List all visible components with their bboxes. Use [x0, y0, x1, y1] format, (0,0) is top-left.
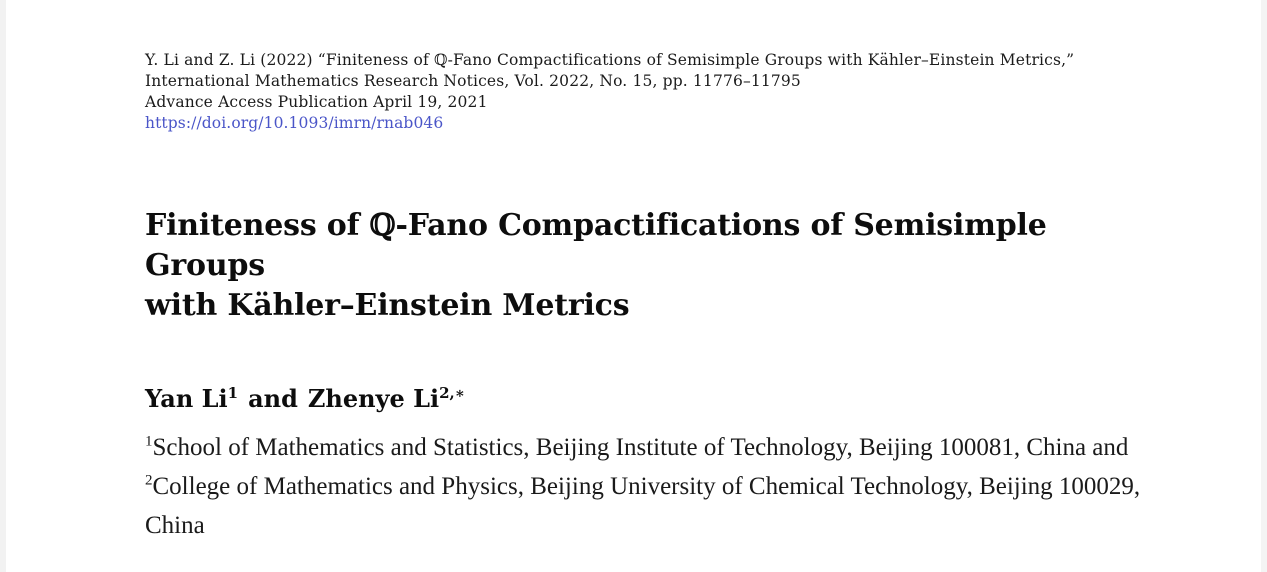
page-left-edge	[0, 0, 6, 572]
title-line-1: Finiteness of ℚ-Fano Compactifications of Semisimple Groups	[145, 208, 1047, 283]
author-affiliation-marker-1: 1	[227, 384, 239, 402]
author-name-2: Zhenye Li	[307, 384, 440, 413]
page-content	[145, 0, 1175, 545]
affiliation-marker-1: 1	[145, 433, 153, 450]
author-conjunction: and	[248, 384, 298, 413]
page-title	[145, 206, 1175, 326]
affiliation-marker-2: 2	[145, 472, 153, 489]
citation-line-2: International Mathematics Research Notices, Vol. 2022, No. 15, pp. 11776–11795	[145, 72, 801, 90]
citation-line-1: Y. Li and Z. Li (2022) “Finiteness of ℚ-Fano Compactifications of Semisimple Groups with Kähler–Einstein Metrics,”	[145, 51, 1075, 69]
title-line-2: with Kähler–Einstein Metrics	[145, 288, 630, 323]
affiliation-block	[145, 428, 1155, 545]
author-list	[145, 384, 1175, 414]
page-right-edge	[1261, 0, 1267, 572]
citation-block	[145, 50, 1165, 134]
citation-line-3: Advance Access Publication April 19, 2021	[145, 93, 488, 111]
affiliation-text-1: School of Mathematics and Statistics, Beijing Institute of Technology, Beijing 100081, China and	[152, 434, 1129, 461]
author-affiliation-marker-2: 2,∗	[439, 384, 466, 402]
author-name-1: Yan Li	[145, 384, 228, 413]
doi-link[interactable]: https://doi.org/10.1093/imrn/rnab046	[145, 114, 444, 132]
affiliation-text-2: College of Mathematics and Physics, Beijing University of Chemical Technology, Beijing 100029, China	[145, 473, 1141, 539]
